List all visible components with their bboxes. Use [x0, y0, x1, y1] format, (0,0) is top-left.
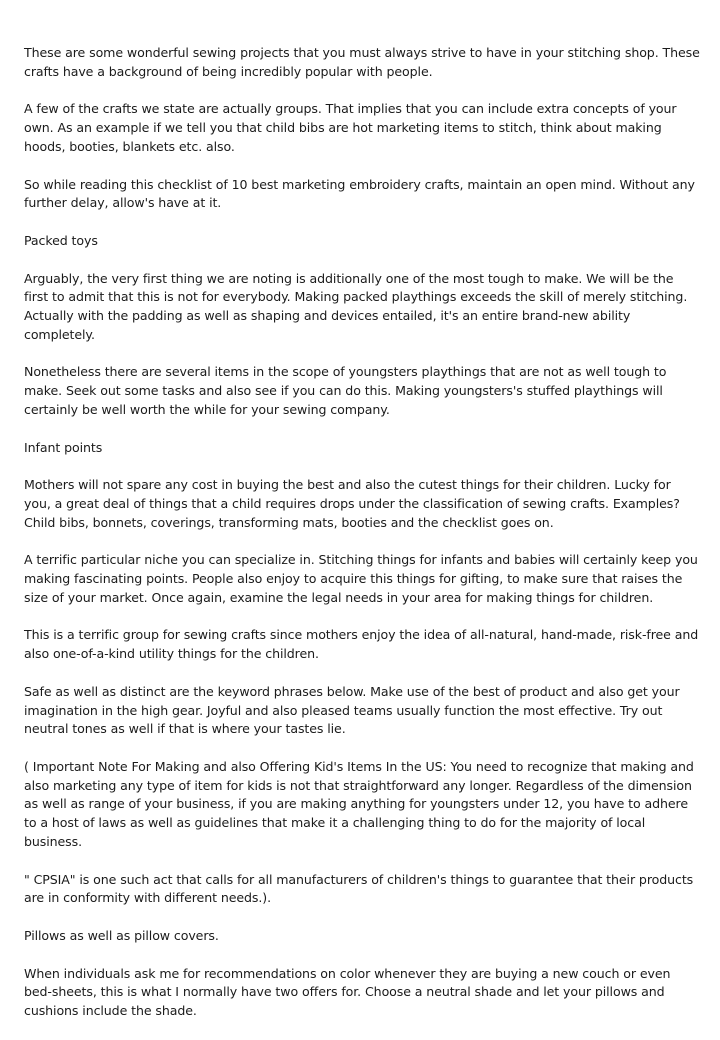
paragraph-important-note: ( Important Note For Making and also Offering Kid's Items In the US: You need to recognize that making and also marketing any type of item for kids is not that straightforward any longer. Regardless of the dimension as well as range of your business, if you are making anything for youngsters under 12, you have to adhere to a host of laws as well as guidelines that make it a challenging thing to do for the majority of local business. [24, 758, 694, 849]
paragraph-packed-toys-2: Nonetheless there are several items in the scope of youngsters playthings that are not as well tough to make. Seek out some tasks and also see if you can do this. Making youngsters's stuffed playthings will certainly be well worth the while for your sewing company. [24, 364, 667, 417]
paragraph-packed-toys-1: Arguably, the very first thing we are noting is additionally one of the most tough to make. We will be the first to admit that this is not for everybody. Making packed playthings exceeds the skill of merely stitching. Actually with the padding as well as shaping and devices entailed, it's an entire brand-new ability completely. [24, 270, 688, 342]
heading-infant-points: Infant points [24, 439, 103, 455]
paragraph-infant-4: Safe as well as distinct are the keyword phrases below. Make use of the best of product and also get your imagination in the high gear. Joyful and also pleased teams usually function the most effective. Try out neutral tones as well if that is where your tastes lie. [24, 683, 680, 737]
document-body [24, 44, 700, 1040]
paragraph-groups: A few of the crafts we state are actually groups. That implies that you can include extra concepts of your own. As an example if we tell you that child bibs are hot marketing items to stitch, think about making hoods, booties, blankets etc. also. [24, 101, 677, 154]
paragraph-cpsia: " CPSIA" is one such act that calls for all manufacturers of children's things to guarantee that their products are in conformity with different needs.). [24, 871, 694, 906]
heading-pillows: Pillows as well as pillow covers. [24, 927, 219, 943]
heading-packed-toys: Packed toys [24, 232, 98, 248]
paragraph-pillows-1: When individuals ask me for recommendations on color whenever they are buying a new couch or even bed-sheets, this is what I normally have two offers for. Choose a neutral shade and let your pillows and cushions include the shade. [24, 965, 671, 1019]
paragraph-intro: These are some wonderful sewing projects that you must always strive to have in your stitching shop. These crafts have a background of being incredibly popular with people. [24, 45, 700, 79]
paragraph-infant-2: A terrific particular niche you can specialize in. Stitching things for infants and babies will certainly keep you making fascinating points. People also enjoy to acquire this things for gifting, to make sure that raises the size of your market. Once again, examine the legal needs in your area for making things for children. [24, 552, 698, 605]
paragraph-checklist: So while reading this checklist of 10 best marketing embroidery crafts, maintain an open mind. Without any further delay, allow's have at it. [24, 176, 695, 211]
paragraph-infant-3: This is a terrific group for sewing crafts since mothers enjoy the idea of all-natural, hand-made, risk-free and also one-of-a-kind utility things for the children. [24, 627, 699, 662]
paragraph-infant-1: Mothers will not spare any cost in buying the best and also the cutest things for their children. Lucky for you, a great deal of things that a child requires drops under the classification of sewing crafts. Examples? Child bibs, bonnets, coverings, transforming mats, booties and the checklist goes on. [24, 477, 680, 530]
